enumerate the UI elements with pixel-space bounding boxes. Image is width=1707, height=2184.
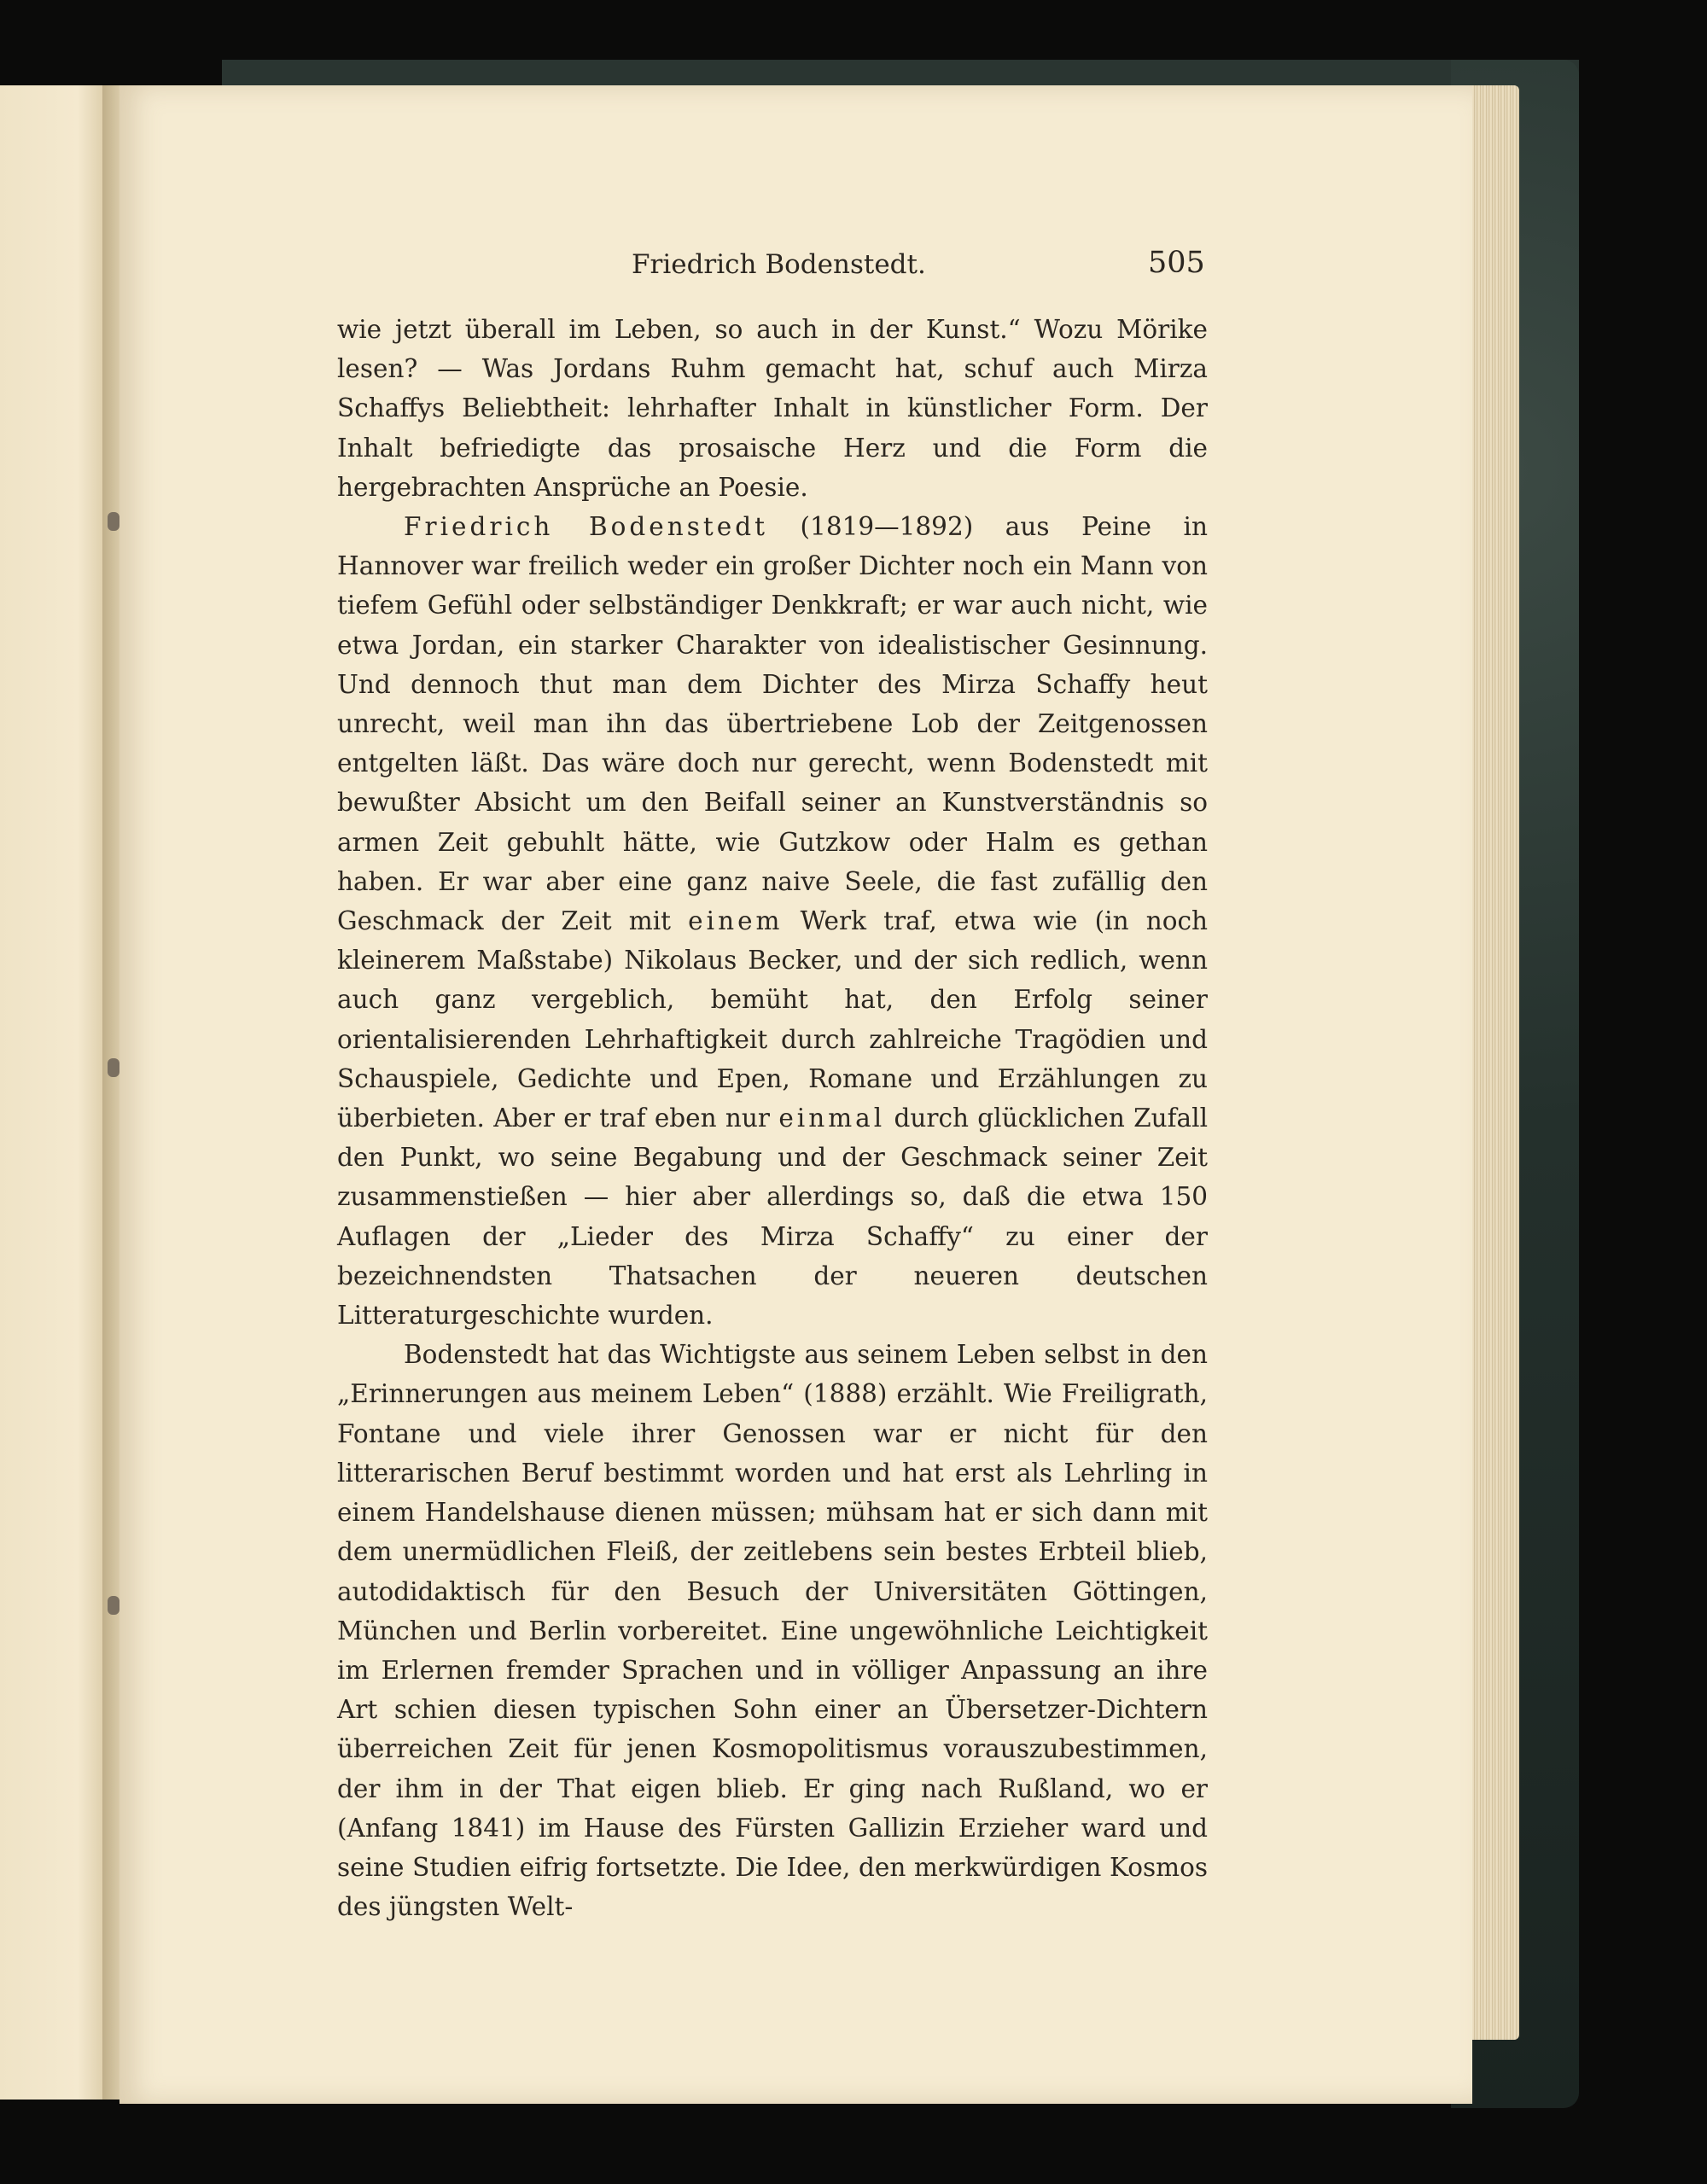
emphasized-text: Friedrich Bodenstedt [404,512,768,542]
paragraph-text: Werk traf, etwa wie (in noch kleinerem Maßstabe) Nikolaus Becker, und der sich redlich, wenn auch ganz vergeblich, bemüht hat, den Erfolg seiner orientalisierenden Lehrhaftigkeit durch zahlreiche Tragödien und Schauspiele, Gedichte und Epen, Romane und Erzählungen zu überbieten. Aber er traf eben nur [337,906,1209,1133]
binding-hole [108,1058,119,1077]
paragraph-text: Bodenstedt hat das Wichtigste aus seinem Leben selbst in den „Erinnerungen aus meinem Leben“ (1888) erzählt. Wie Freiligrath, Fontane und viele ihrer Genossen war er nicht für den litterarischen Beruf bestimmt worden und hat erst als Lehrling in einem Handelshause dienen müssen; mühsam hat er sich dann mit dem unermüdlichen Fleiß, der zeitlebens sein bestes Erbteil blieb, autodidaktisch für den Besuch der Universitäten Göttingen, München und Berlin vorbereitet. Eine ungewöhnliche Leichtigkeit im Erlernen fremder Sprachen und in völliger Anpassung an ihre Art schien diesen typischen Sohn einer an Übersetzer-Dichtern überreichen Zeit für jenen Kosmopolitismus vorauszubestimmen, der ihm in der That eigen blieb. Er ging nach Rußland, wo er (Anfang 1841) im Hause des Fürsten Gallizin Erzieher ward und seine Studien eifrig fortsetzte. Die Idee, den merkwürdigen Kosmos des jüngsten Welt- [337,1340,1208,1922]
binding-hole [108,1596,119,1615]
body-text [337,310,1208,1926]
paragraph-text: (1819—1892) aus Peine in Hannover war freilich weder ein großer Dichter noch ein Mann von tiefem Gefühl oder selbständiger Denkkraft; er war auch nicht, wie etwa Jordan, ein starker Charakter von idealistischer Gesinnung. Und dennoch thut man dem Dichter des Mirza Schaffy heut unrecht, weil man ihn das übertriebene Lob der Zeitgenossen entgelten läßt. Das wäre doch nur gerecht, wenn Bodenstedt mit bewußter Absicht um den Beifall seiner an Kunstverständnis so armen Zeit gebuhlt hätte, wie Gutzkow oder Halm es gethan haben. Er war aber eine ganz naive Seele, die fast zufällig den Geschmack der Zeit mit [337,512,1208,936]
paragraph-text: wie jetzt überall im Leben, so auch in der Kunst.“ Wozu Mörike lesen? — Was Jordans Ruhm gemacht hat, schuf auch Mirza Schaffys Beliebtheit: lehrhafter Inhalt in künstlicher Form. Der Inhalt befriedigte das prosaische Herz und die Form die hergebrachten Ansprüche an Poesie. [337,315,1208,502]
paragraph [337,507,1208,1335]
paragraph [337,1335,1208,1926]
left-facing-page [0,85,111,2100]
paragraph-text: durch glücklichen Zufall den Punkt, wo seine Begabung und der Geschmack seiner Zeit zusammenstießen — hier aber allerdings so, daß die etwa 150 Auflagen der „Lieder des Mirza Schaffy“ zu einer der bezeichnendsten Thatsachen der neueren deutschen Litteraturgeschichte wurden. [337,1104,1209,1331]
page-number: 505 [1148,246,1205,280]
emphasized-text: einmal [778,1104,886,1133]
running-head: Friedrich Bodenstedt. [632,249,926,280]
emphasized-text: einem [688,906,784,936]
paragraph [337,310,1208,507]
binding-hole [108,512,119,531]
